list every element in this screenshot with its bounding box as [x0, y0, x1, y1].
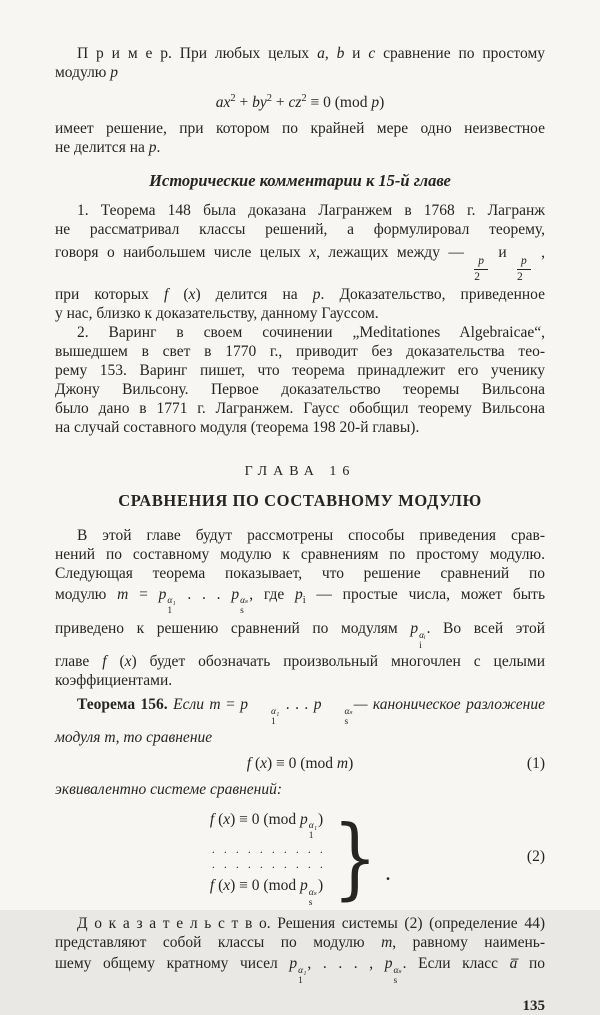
text-line: В этой главе будут рассмотрены способы приведения срав-: [77, 526, 545, 544]
paragraph-proof: [55, 914, 545, 987]
paragraph-intro: [55, 526, 545, 690]
section-heading: Исторические комментарии к 15-й главе: [149, 171, 451, 191]
text-line: П р и м е р. При любых целых a, b и c сравнение по простому: [77, 45, 546, 62]
text-line: Теорема 156. Если m = p α₁ 1 . . . p αₛ s — каноническое разложение: [77, 696, 546, 727]
text-line: модулю p: [55, 64, 119, 81]
text-line: главе f (x) будет обозначать произвольный многочлен с целыми: [55, 653, 545, 671]
text-line: при которых f (x) делится на p. Доказательство, приведенное: [55, 285, 545, 303]
paragraph-history-2: [55, 323, 545, 437]
text-line: эквивалентно системе сравнений:: [55, 780, 283, 798]
text-line: 1. Теорема 148 была доказана Лагранжем в 1768 г. Лагранж: [77, 202, 545, 220]
system-row: f (x) ≡ 0 (mod p α₁ 1 ): [209, 810, 324, 842]
text-line: 2. Варинг в своем сочинении „Meditationes Algebraicae“,: [77, 323, 545, 341]
text-line: нений по составному модулю к сравнениям по простому модулю.: [55, 545, 545, 563]
chapter-title: СРАВНЕНИЯ ПО СОСТАВНОМУ МОДУЛЮ: [118, 490, 482, 510]
text-line: вышедшем в свет в 1770 г., приводит без доказательства тео-: [55, 342, 545, 360]
text-line: говоря о наибольшем числе целых x, лежащих между — $\frac{p}{2}$ и $\frac{p}{2}$ ,: [55, 244, 546, 283]
text-line: модуля m, то сравнение: [55, 728, 213, 746]
text-line: на случай составного модуля (теорема 198 20-й главы).: [55, 418, 420, 436]
equation-number: (1): [526, 754, 545, 772]
right-brace: }: [332, 805, 378, 909]
text-line: было дано в 1771 г. Лагранжем. Гаусс обобщил теорему Вильсона: [55, 399, 545, 417]
period-after-brace: .: [385, 865, 391, 885]
formula-text: $ax^2 + by^2 + cz^2 \equiv 0$ (mod p): [215, 93, 385, 112]
ellipsis-row: . . . . . . . . . .: [211, 842, 326, 857]
text-line: шему общему кратному чисел p α₁ 1 , . . . , p αₛ s . Если класс a̅ по: [55, 955, 545, 986]
system-rows: [210, 806, 326, 909]
equation-1: [55, 752, 545, 776]
ellipsis-row: . . . . . . . . . .: [211, 857, 326, 872]
text-line: не рассматривал классы решений, а формулировал теорему,: [55, 221, 545, 239]
chapter-number: ГЛАВА 16: [244, 463, 356, 479]
text-line: представляют собой классы по модулю m, равному наимень-: [55, 934, 545, 952]
equation-number: (2): [526, 848, 545, 866]
system-row: f (x) ≡ 0 (mod p αₛ s ): [209, 877, 324, 909]
text-line: рему 153. Варинг пишет, что теорема принадлежит его ученику: [55, 361, 545, 379]
text-line: приведено к решению сравнений по модулям p αᵢ i . Во всей этой: [55, 620, 546, 652]
paragraph-example: [55, 44, 545, 157]
text-line: имеет решение, при котором по крайней мере одно неизвестное: [55, 120, 545, 138]
equation-2-system: [55, 806, 545, 909]
text-line: у нас, близко к доказательству, данному Гауссом.: [55, 304, 379, 322]
page-number: 135: [522, 997, 545, 1014]
formula-text: f (x) ≡ 0 (mod m): [246, 754, 354, 772]
text-line: модулю m = p α₁ 1 . . . p αₛ s , где $p_i$ — простые числа, может быть: [55, 585, 546, 617]
paragraph-theorem-156: [55, 693, 545, 747]
equation-example: [55, 87, 545, 115]
text-line: Д о к а з а т е л ь с т в о. Решения системы (2) (определение 44): [77, 915, 545, 933]
text-line: Джону Вильсону. Первое доказательство теоремы Вильсона: [55, 380, 545, 398]
text-line: Следующая теорема показывает, что решение сравнений по: [55, 564, 545, 582]
text-line: коэффициентами.: [55, 672, 173, 690]
paragraph-history-1: [55, 201, 545, 322]
text-line: не делится на p.: [55, 139, 161, 157]
